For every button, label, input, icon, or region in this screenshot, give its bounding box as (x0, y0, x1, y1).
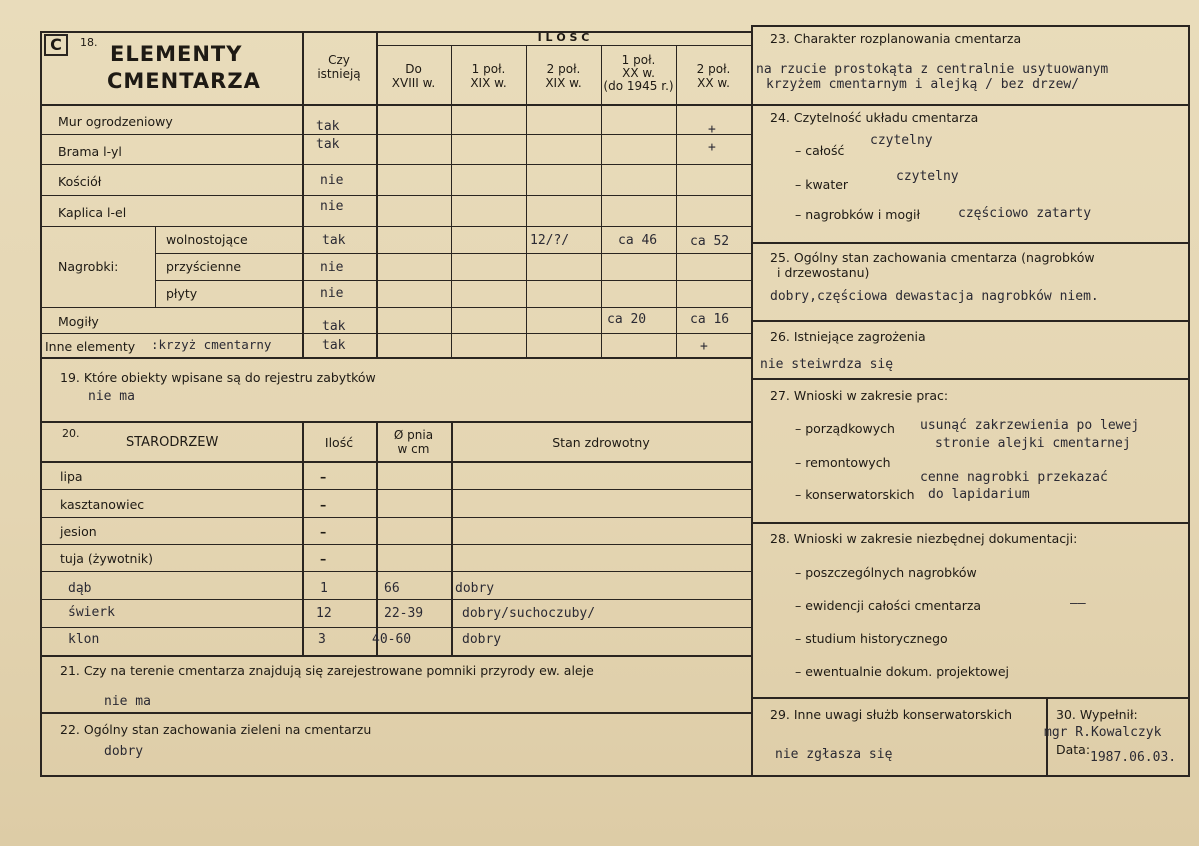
header-period-1: Do XVIII w. (391, 62, 436, 90)
q23-answer-line2: krzyżem cmentarnym i alejką / bez drzew/ (766, 77, 1080, 92)
frame-top-right (751, 25, 1189, 27)
cell-exists: nie (320, 199, 344, 214)
q20-header-name: STARODRZEW (126, 435, 219, 450)
q23-bottom (751, 104, 1189, 106)
section20-bottom (40, 655, 752, 657)
q28-question: 28. Wnioski w zakresie niezbędnej dokumentacji: (770, 531, 1078, 546)
tree-health: dobry (455, 581, 495, 596)
col-p2-left (451, 45, 452, 357)
frame-middle (751, 25, 753, 777)
section-title-line1: ELEMENTY (110, 42, 243, 66)
cell-p3: 12/?/ (530, 233, 570, 248)
q22-question: 22. Ogólny stan zachowania zieleni na cmentarzu (60, 722, 372, 737)
tree-col-diam (376, 421, 378, 655)
row-line (40, 195, 752, 196)
q27-answer: usunąć zakrzewienia po lewej (920, 418, 1140, 433)
tree-row-line (40, 517, 752, 518)
tree-row-line (40, 489, 752, 490)
cell-exists: tak (322, 233, 346, 248)
q27-answer: do lapidarium (928, 487, 1030, 502)
q24-label: – kwater (795, 177, 849, 192)
header-bottom (40, 104, 752, 106)
q26-question: 26. Istniejące zagrożenia (770, 329, 926, 344)
q26-bottom (751, 378, 1189, 380)
row-label: płyty (166, 286, 198, 301)
tree-row-line (40, 544, 752, 545)
tree-name: dąb (68, 581, 92, 596)
cell-p5: + (708, 122, 716, 137)
q26-answer: nie steiwrdza się (760, 357, 894, 372)
cell-p5: + (700, 339, 708, 354)
q28-item: – studium historycznego (795, 631, 948, 646)
q30-date: 1987.06.03. (1090, 750, 1177, 765)
header-exists: Czy istnieją (317, 53, 361, 81)
tree-name: jesion (60, 524, 97, 539)
q20-header-diam: Ø pnia w cm (393, 428, 434, 456)
row-label: Inne elementy (45, 339, 136, 354)
q24-bottom (751, 242, 1189, 244)
q19-answer: nie ma (88, 389, 135, 404)
ilosc-underline (376, 45, 751, 46)
section21-bottom (40, 712, 752, 714)
q29-question: 29. Inne uwagi służb konserwatorskich (770, 707, 1012, 722)
q27-answer: stronie alejki cmentarnej (935, 436, 1131, 451)
q24-question: 24. Czytelność układu cmentarza (770, 110, 979, 125)
cell-exists: tak (316, 137, 340, 152)
tree-count: 12 (316, 606, 332, 621)
q30-label: 30. Wypełnił: (1056, 707, 1138, 722)
row-label: Kaplica l-el (58, 205, 127, 220)
tree-name: klon (68, 632, 100, 647)
q27-label: – porządkowych (795, 421, 895, 436)
cell-p5: ca 52 (690, 234, 730, 249)
q27-bottom (751, 522, 1189, 524)
q24-value: czytelny (870, 133, 933, 148)
row-line (40, 134, 752, 135)
tree-row-line (40, 599, 752, 600)
q25-bottom (751, 320, 1189, 322)
tree-row-line (40, 627, 752, 628)
frame-bottom (40, 775, 1190, 777)
row-line (155, 280, 752, 281)
q20-number: 20. (62, 427, 80, 440)
q23-answer-line1: na rzucie prostokąta z centralnie usytuowanym (756, 62, 1109, 77)
frame-left (40, 31, 42, 776)
row-label: wolnostojące (166, 232, 248, 247)
row-label: przyścienne (166, 259, 242, 274)
cell-exists: nie (320, 260, 344, 275)
tree-diam: 66 (384, 581, 400, 596)
cell-p5: + (708, 140, 716, 155)
cell-exists: nie (320, 286, 344, 301)
section-number: 18. (80, 36, 98, 49)
q21-question: 21. Czy na terenie cmentarza znajdują się zarejestrowane pomniki przyrody ew. aleje (60, 663, 594, 678)
tree-name: świerk (68, 605, 115, 620)
row-group-label: Nagrobki: (58, 259, 119, 274)
q28-item: – ewentualnie dokum. projektowej (795, 664, 1010, 679)
q29-answer: nie zgłasza się (775, 747, 893, 762)
cell-exists: nie (320, 173, 344, 188)
tree-col-count (302, 421, 304, 655)
tree-diam: 22-39 (384, 606, 424, 621)
cell-p5: ca 16 (690, 312, 730, 327)
cell-exists: tak (316, 119, 340, 134)
q19-question: 19. Które obiekty wpisane są do rejestru zabytków (60, 370, 376, 385)
section-title-line2: CMENTARZA (107, 69, 261, 93)
header-ilosc: I L O Ś C (537, 31, 590, 44)
tree-header-bottom (40, 461, 752, 463)
q27-question: 27. Wnioski w zakresie prac: (770, 388, 949, 403)
tree-health: dobry/suchoczuby/ (462, 606, 596, 621)
frame-right (1188, 25, 1190, 777)
q25-answer: dobry,częściowa dewastacja nagrobków niem. (770, 289, 1099, 304)
tree-name: kasztanowiec (60, 497, 145, 512)
tree-count: – (320, 497, 327, 512)
tree-diam: 40-60 (372, 632, 412, 647)
row-label: Kościół (58, 174, 102, 189)
header-period-3: 2 poł. XIX w. (545, 62, 582, 90)
tree-name: tuja (żywotnik) (60, 551, 154, 566)
q30-date-label: Data: (1056, 742, 1091, 757)
col-p5-left (676, 45, 677, 357)
q22-answer: dobry (104, 744, 144, 759)
tree-col-health (451, 421, 453, 655)
row-line (40, 164, 752, 165)
row-extra: :krzyż cmentarny (151, 337, 272, 352)
q24-label: – całość (795, 143, 845, 158)
section19-bottom (40, 421, 752, 423)
tree-count: – (320, 524, 327, 539)
cell-exists: tak (322, 319, 346, 334)
q20-header-health: Stan zdrowotny (552, 435, 650, 450)
row-label: Brama l-yl (58, 144, 122, 159)
tree-count: – (320, 469, 327, 484)
row-line (40, 333, 752, 334)
q20-header-count: Ilość (324, 435, 354, 450)
cell-exists: tak (322, 338, 346, 353)
q28-item: – ewidencji całości cmentarza (795, 598, 982, 613)
q23-question: 23. Charakter rozplanowania cmentarza (770, 31, 1022, 46)
q25-question-line2: i drzewostanu) (777, 265, 870, 280)
header-period-5: 2 poł. XX w. (696, 62, 731, 90)
tree-name: lipa (60, 469, 83, 484)
row-label: Mur ogrodzeniowy (58, 114, 173, 129)
q28-item: – poszczególnych nagrobków (795, 565, 977, 580)
q28-bottom (751, 697, 1189, 699)
col-p3-left (526, 45, 527, 357)
row-line (40, 307, 752, 308)
row-line (40, 226, 752, 227)
cell-p4: ca 46 (618, 233, 658, 248)
cell-p4: ca 20 (607, 312, 647, 327)
q30-name: mgr R.Kowalczyk (1044, 725, 1162, 740)
header-period-2: 1 poł. XIX w. (470, 62, 507, 90)
q28-mark: —— (1070, 596, 1086, 611)
q27-label: – remontowych (795, 455, 891, 470)
nagrobki-divider (155, 226, 156, 307)
section-letter-box: C (44, 34, 68, 56)
q21-answer: nie ma (104, 694, 151, 709)
q27-label: – konserwatorskich (795, 487, 915, 502)
tree-health: dobry (462, 632, 502, 647)
tree-row-line (40, 571, 752, 572)
q27-answer: cenne nagrobki przekazać (920, 470, 1108, 485)
q24-label: – nagrobków i mogił (795, 207, 921, 222)
row-label: Mogiły (58, 314, 99, 329)
tree-count: – (320, 551, 327, 566)
q25-question-line1: 25. Ogólny stan zachowania cmentarza (nagrobków (770, 250, 1095, 265)
tree-count: 3 (318, 632, 326, 647)
q24-value: częściowo zatarty (958, 206, 1092, 221)
section18-bottom (40, 357, 752, 359)
q24-value: czytelny (896, 169, 959, 184)
row-line (155, 253, 752, 254)
header-period-4: 1 poł. XX w. (do 1945 r.) (603, 53, 674, 93)
tree-count: 1 (320, 581, 328, 596)
